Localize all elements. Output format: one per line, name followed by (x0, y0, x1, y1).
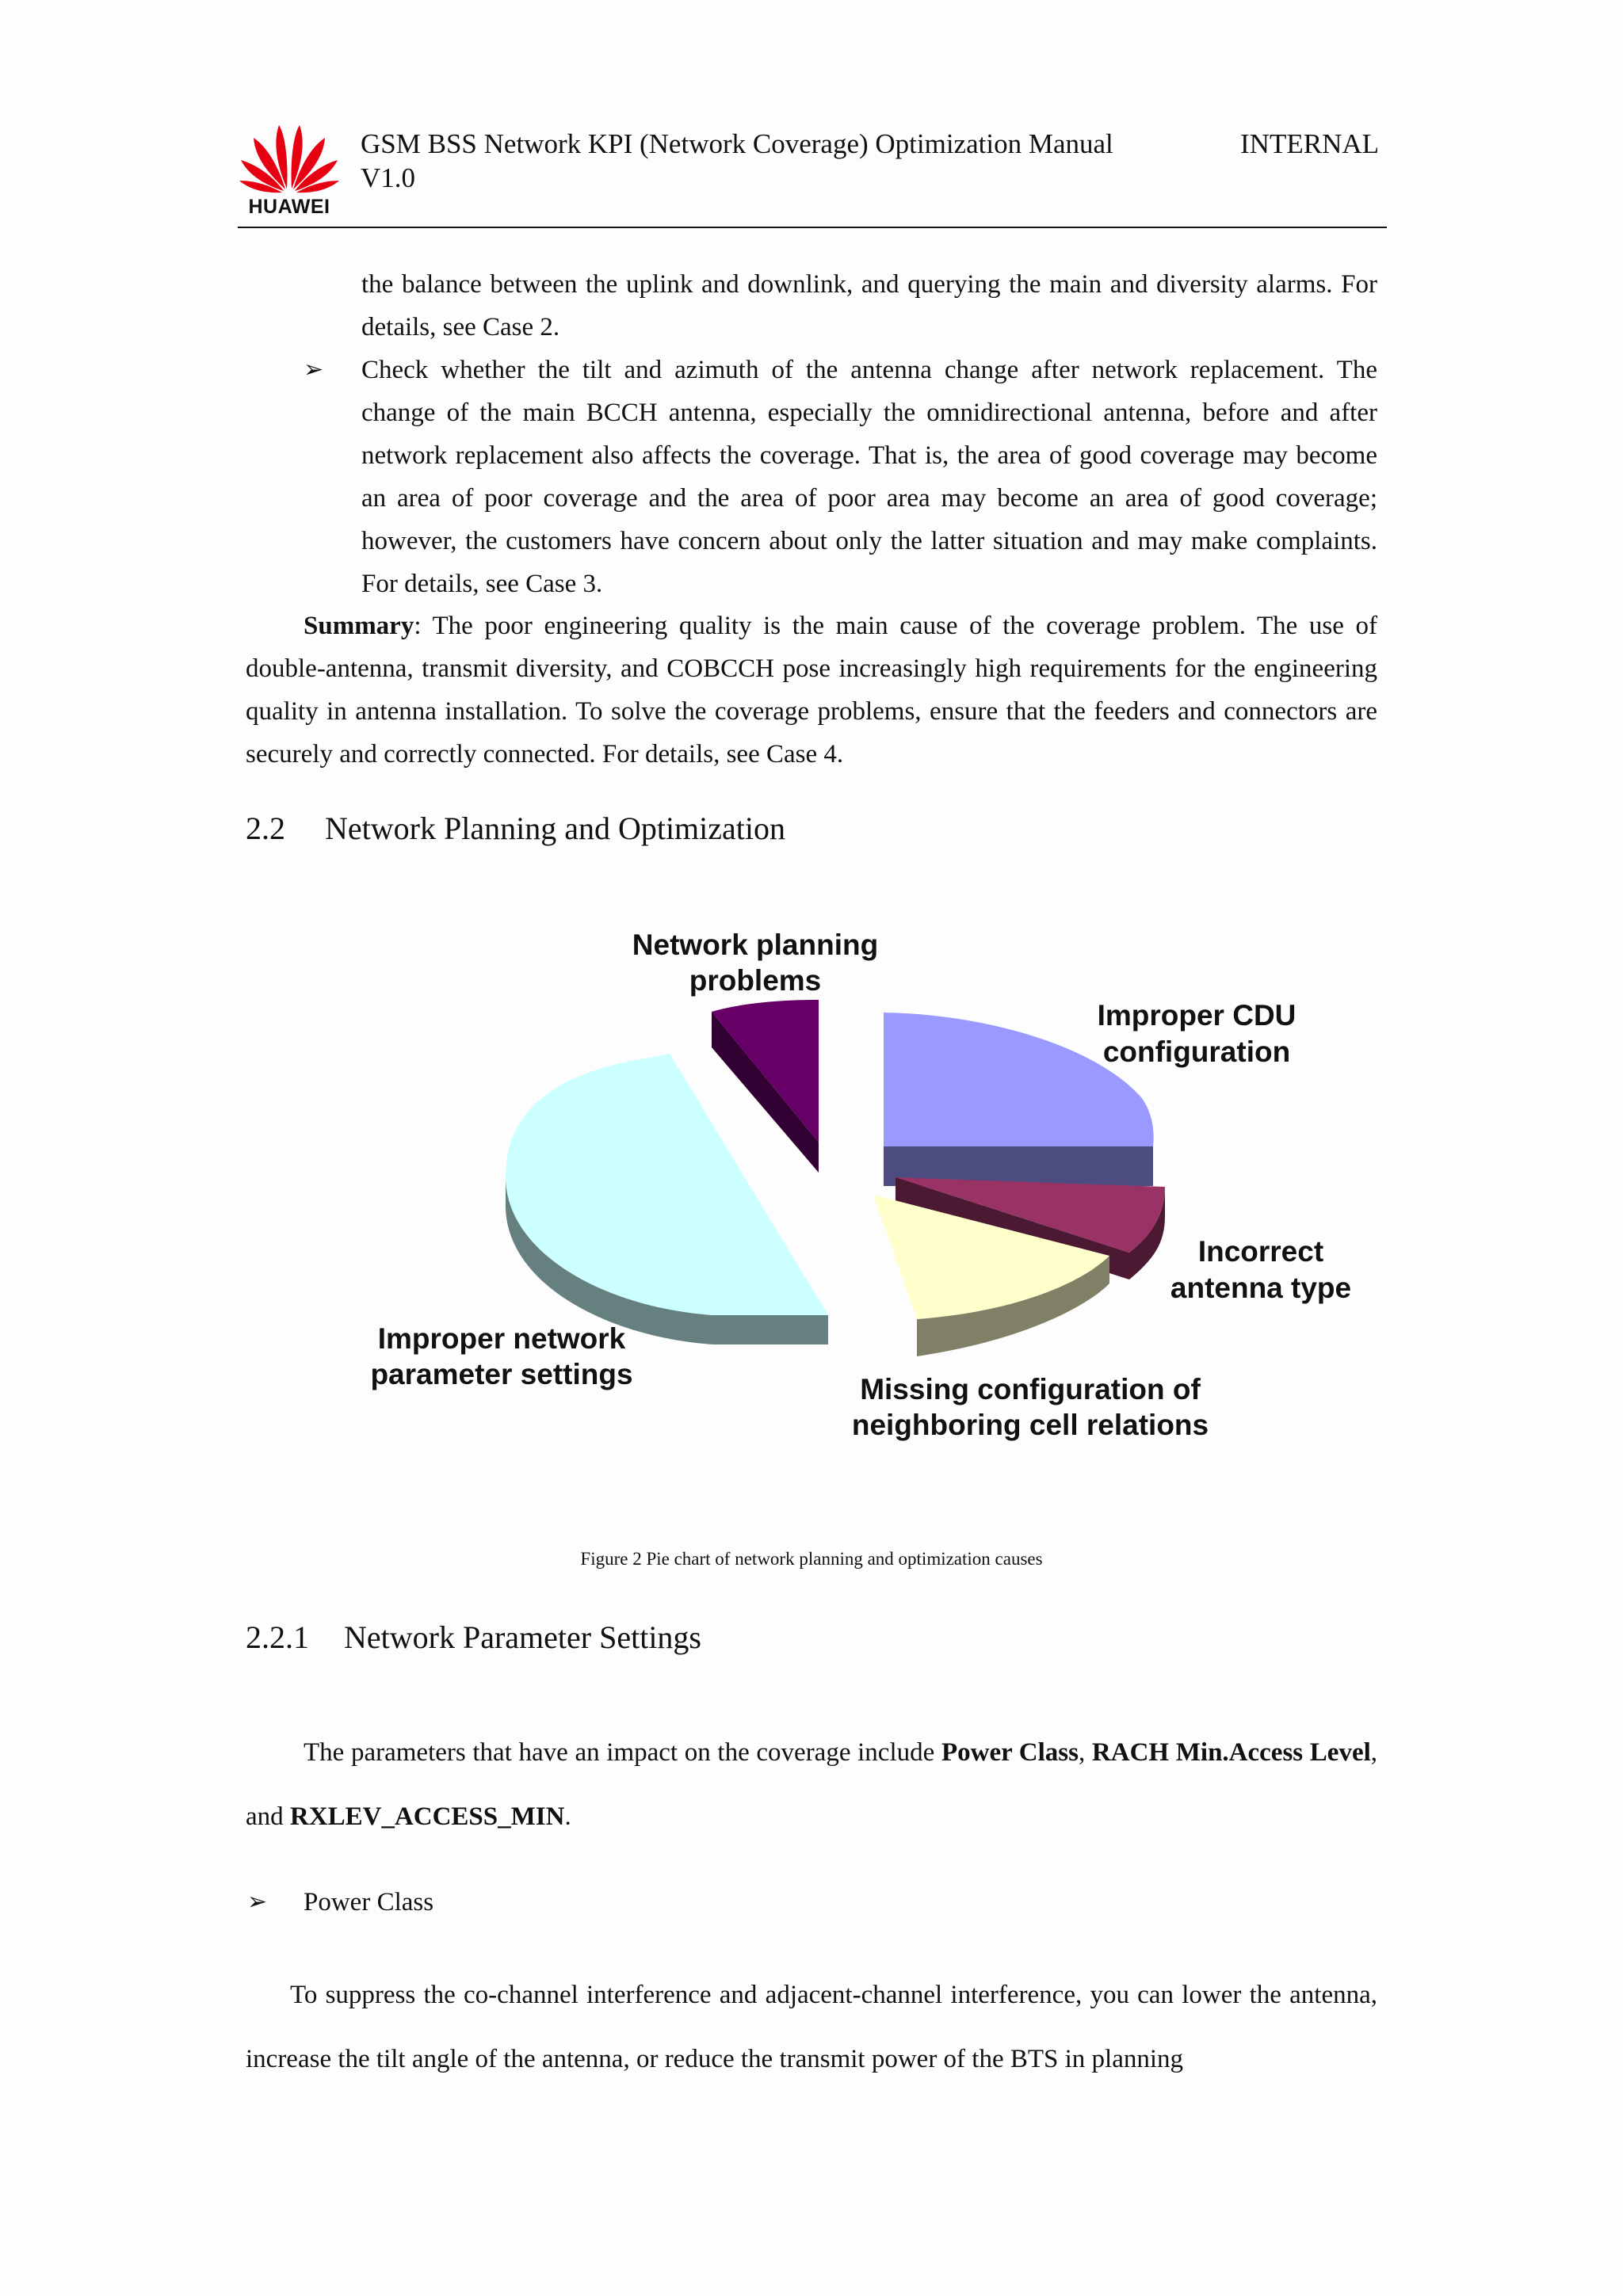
bullet-arrow-icon: ➢ (304, 357, 324, 383)
parameters-paragraph (246, 1721, 1377, 1849)
label-improper-network-line1: Improper network (377, 1322, 626, 1355)
subsection-number: 2.2.1 (246, 1619, 309, 1655)
label-incorrect-antenna-line2: antenna type (1170, 1272, 1352, 1304)
figure-caption: Figure 2 Pie chart of network planning and optimization causes (580, 1549, 1043, 1569)
continuation-paragraph: the balance between the uplink and downlink, and querying the main and diversity alarms. For details, see Case 2. (361, 270, 1377, 341)
label-network-planning-line1: Network planning (632, 929, 879, 961)
parameters-separator-1: , (1079, 1738, 1092, 1767)
slice-top-improper-cdu-configuration (884, 1013, 1154, 1146)
label-missing-config-line1: Missing configuration of (860, 1373, 1201, 1405)
subsection-title: Network Parameter Settings (344, 1619, 701, 1655)
document-version: V1.0 (361, 162, 416, 193)
slice-network-planning-problems (712, 1000, 819, 1173)
suppress-interference-paragraph: To suppress the co-channel interference and adjacent-channel interference, you can lower the antenna, increase the tilt angle of the antenna, or reduce the transmit power of the BTS in planning (246, 1981, 1377, 2073)
param-rach-min-access-level: RACH Min.Access Level (1091, 1738, 1371, 1767)
bullet-power-class: Power Class (304, 1888, 434, 1917)
label-incorrect-antenna-line1: Incorrect (1197, 1235, 1324, 1268)
label-improper-network-line2: parameter settings (370, 1358, 633, 1390)
section-number: 2.2 (246, 810, 285, 846)
parameters-intro: The parameters that have an impact on the coverage include (304, 1738, 941, 1767)
summary-label: Summary (304, 612, 414, 640)
param-power-class: Power Class (941, 1738, 1079, 1767)
parameters-separator-2: , and (246, 1738, 1378, 1831)
document-title-line1: GSM BSS Network KPI (Network Coverage) Optimization Manual (361, 128, 1113, 159)
bullet-arrow-icon: ➢ (247, 1889, 268, 1915)
section-title: Network Planning and Optimization (325, 810, 786, 846)
label-improper-cdu-line1: Improper CDU (1097, 999, 1296, 1032)
slice-top-network-planning-problems (712, 1000, 819, 1142)
param-rxlev-access-min: RXLEV_ACCESS_MIN (289, 1802, 565, 1831)
bullet-tilt-azimuth: Check whether the tilt and azimuth of the antenna change after network replacement. The change of the main BCCH antenna, especially the omnidirectional antenna, before and after network replacement also affects the coverage. That is, the area of good coverage may become an area of poor coverage and the area of poor area may become an area of good coverage; however, the customers have concern about only the latter situation and may make complaints. For details, see Case 3. (361, 356, 1377, 598)
parameters-end: . (564, 1802, 571, 1831)
summary-text: : The poor engineering quality is the main cause of the coverage problem. The use of double-antenna, transmit diversity, and COBCCH pose increasingly high requirements for the engineering quality in antenna installation. To solve the coverage problems, ensure that the feeders and connectors are securely and correctly connected. For details, see Case 4. (246, 612, 1377, 769)
logo-text: HUAWEI (248, 196, 330, 218)
label-missing-config-line2: neighboring cell relations (851, 1409, 1209, 1441)
subsection-heading (246, 1616, 701, 1659)
label-improper-cdu-line2: configuration (1102, 1035, 1291, 1068)
classification-label: INTERNAL (1240, 128, 1379, 159)
label-network-planning-line2: problems (689, 964, 822, 997)
